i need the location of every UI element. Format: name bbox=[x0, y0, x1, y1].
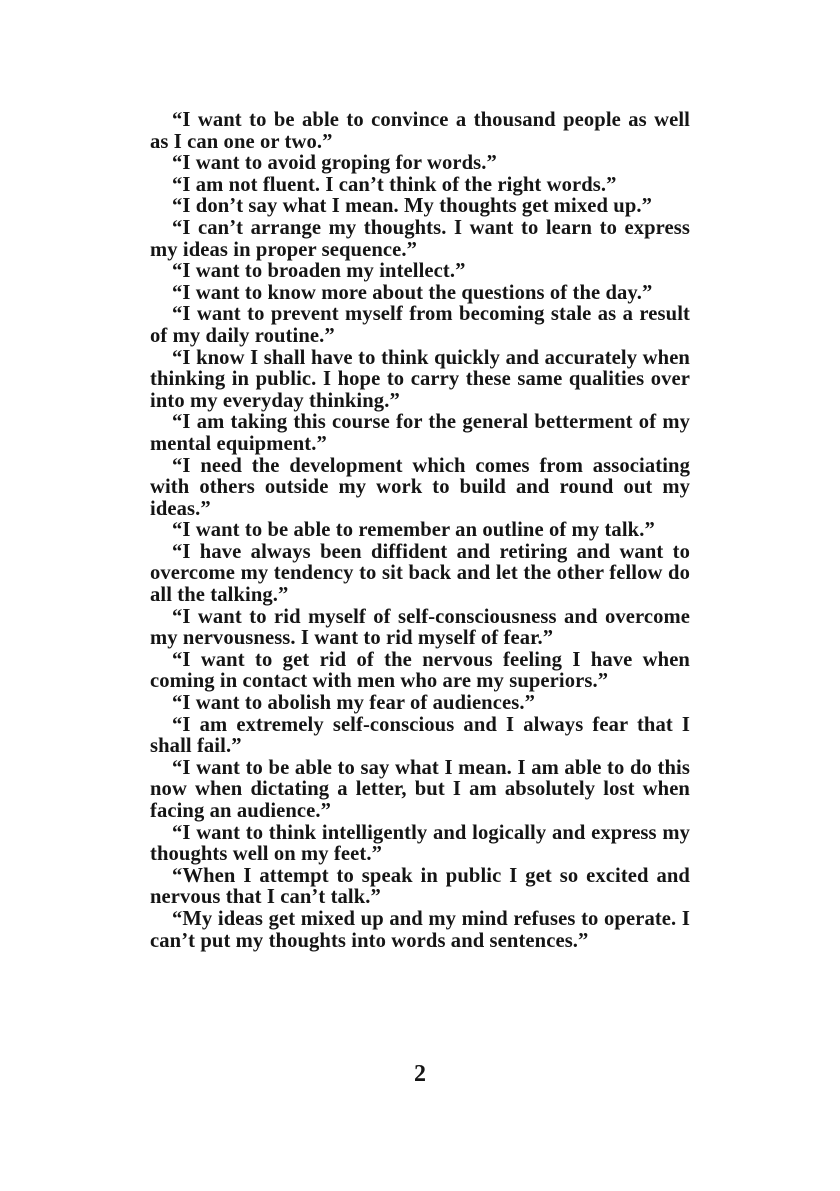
quote-paragraph: “I can’t arrange my thoughts. I want to learn to express my ideas in proper sequence.” bbox=[150, 216, 690, 261]
quote-paragraph: “I need the development which comes from associating with others outside my work to build and round out my ideas.” bbox=[150, 454, 690, 520]
quote-paragraph: “I want to get rid of the nervous feeling I have when coming in contact with men who are my superiors.” bbox=[150, 648, 690, 693]
quote-paragraph: “I want to be able to say what I mean. I am able to do this now when dictating a letter, but I am absolutely lost when facing an audience.” bbox=[150, 756, 690, 822]
quote-paragraph: “I want to abolish my fear of audiences.” bbox=[172, 692, 535, 715]
quote-paragraph: “My ideas get mixed up and my mind refuses to operate. I can’t put my thoughts into words and sentences.” bbox=[150, 907, 690, 952]
quote-paragraph: “I am extremely self-conscious and I always fear that I shall fail.” bbox=[150, 713, 690, 758]
quote-paragraph: “I want to broaden my intellect.” bbox=[172, 260, 466, 283]
quote-paragraph: “When I attempt to speak in public I get so excited and nervous that I can’t talk.” bbox=[150, 864, 690, 909]
quote-paragraph: “I want to think intelligently and logically and express my thoughts well on my feet.” bbox=[150, 821, 690, 866]
quote-paragraph: “I have always been diffident and retiring and want to overcome my tendency to sit back and let the other fellow do all the talking.” bbox=[150, 540, 690, 607]
quote-paragraph: “I want to rid myself of self-consciousness and overcome my nervousness. I want to rid myself of fear.” bbox=[150, 605, 690, 650]
quote-paragraph: “I want to be able to convince a thousand people as well as I can one or two.” bbox=[150, 109, 690, 153]
quote-paragraph: “I want to prevent myself from becoming stale as a result of my daily routine.” bbox=[150, 303, 690, 347]
quote-paragraph: “I know I shall have to think quickly and accurately when thinking in public. I hope to carry these same qualities over into my everyday thinking.” bbox=[150, 346, 690, 412]
quote-paragraph: “I am taking this course for the general betterment of my mental equipment.” bbox=[150, 411, 690, 455]
page-number: 2 bbox=[414, 1061, 426, 1087]
quote-paragraph: “I want to be able to remember an outline of my talk.” bbox=[172, 519, 655, 542]
quote-paragraph: “I don’t say what I mean. My thoughts get mixed up.” bbox=[172, 195, 653, 218]
quote-paragraph: “I want to know more about the questions of the day.” bbox=[172, 281, 653, 304]
page-text-block bbox=[150, 110, 690, 952]
quote-paragraph: “I am not fluent. I can’t think of the right words.” bbox=[172, 173, 617, 196]
quote-paragraph: “I want to avoid groping for words.” bbox=[172, 152, 497, 175]
